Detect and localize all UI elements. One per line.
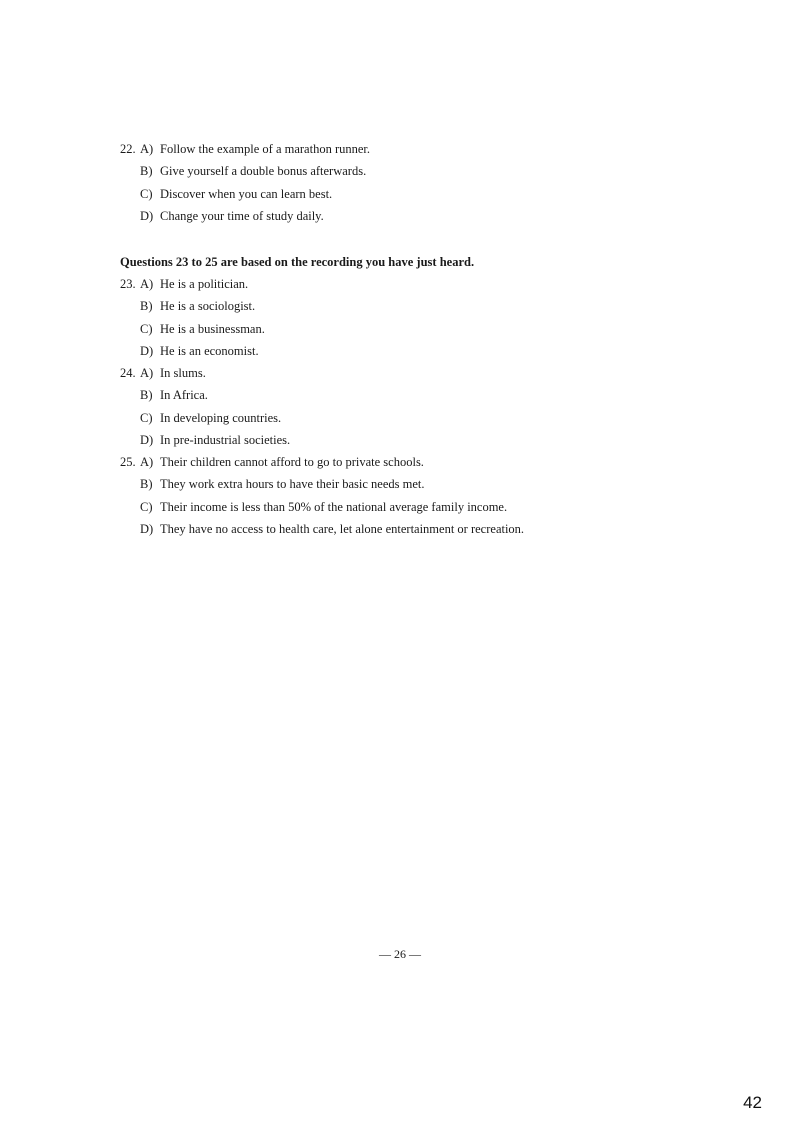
question-25-option-d [0,518,800,540]
question-22-option-d [0,205,800,227]
question-25-option-c [0,496,800,518]
option-text: He is an economist. [160,344,259,359]
page-number: 42 [743,1093,762,1112]
question-number: 22. [120,142,136,156]
section-heading: Questions 23 to 25 are based on the recording you have just heard. [120,255,475,269]
question-25-option-b [0,473,800,495]
question-number: 25. [120,455,136,469]
question-24-option-b [0,384,800,406]
option-text: Their children cannot afford to go to private schools. [160,455,424,469]
page-footer: — 26 — [379,947,421,961]
option-text: Give yourself a double bonus afterwards. [160,164,367,179]
question-22-option-a [0,138,800,160]
question-25-option-a [0,451,800,473]
option-text: He is a politician. [160,277,249,291]
option-text: Follow the example of a marathon runner. [160,142,371,156]
option-text: Change your time of study daily. [160,209,324,224]
option-letter: C) [140,410,153,425]
option-letter: B) [140,388,153,403]
option-text: They have no access to health care, let alone entertainment or recreation. [160,522,525,537]
option-letter: D) [140,522,154,537]
option-letter: D) [140,209,154,224]
option-text: In slums. [160,366,206,380]
option-letter: C) [140,186,153,201]
option-text: He is a businessman. [160,321,265,336]
option-letter: C) [140,499,153,514]
option-letter: A) [140,142,154,156]
option-text: They work extra hours to have their basic needs met. [160,477,425,492]
option-letter: B) [140,164,153,179]
option-letter: B) [140,299,153,314]
option-text: In Africa. [160,388,208,403]
option-text: Their income is less than 50% of the national average family income. [160,499,508,514]
option-letter: A) [140,366,154,380]
question-24 [0,362,800,452]
question-23-option-c [0,318,800,340]
question-23 [0,273,800,363]
option-letter: A) [140,455,154,469]
option-letter: B) [140,477,153,492]
option-text: In developing countries. [160,410,282,425]
question-number: 24. [120,366,136,380]
option-text: In pre-industrial societies. [160,433,291,448]
option-letter: D) [140,344,154,359]
question-24-option-d [0,429,800,451]
question-22 [0,138,800,228]
option-letter: D) [140,433,154,448]
question-24-option-a [0,362,800,384]
option-text: He is a sociologist. [160,299,256,314]
option-letter: A) [140,277,154,291]
question-23-option-d [0,340,800,362]
question-23-option-b [0,295,800,317]
question-24-option-c [0,407,800,429]
option-letter: C) [140,321,153,336]
question-22-option-b [0,160,800,182]
question-number: 23. [120,277,136,291]
question-23-option-a [0,273,800,295]
question-22-option-c [0,183,800,205]
question-25 [0,451,800,541]
option-text: Discover when you can learn best. [160,186,333,201]
